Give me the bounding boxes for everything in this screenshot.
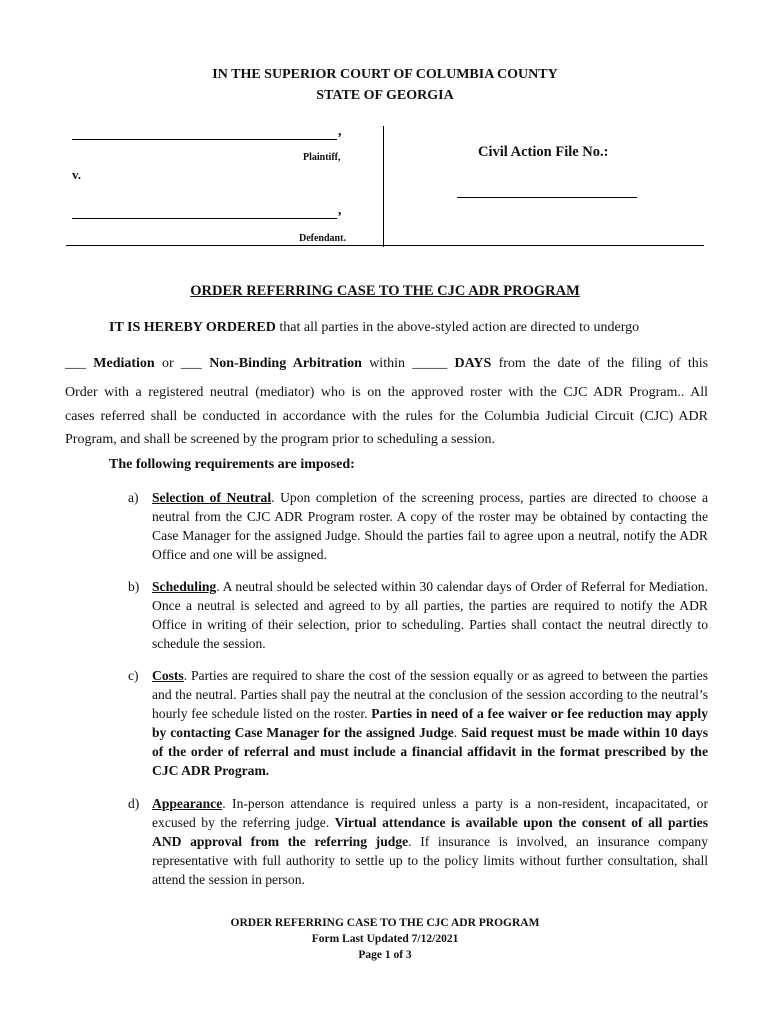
file-no-label: Civil Action File No.: — [478, 144, 609, 160]
order-line-5: Program, and shall be screened by the program prior to scheduling a session. — [65, 432, 496, 447]
item-selection-of-neutral — [128, 488, 708, 564]
item-d-virtual: Virtual attendance is available upon the consent of all parties AND approval from the referring judge — [152, 815, 708, 849]
order-line-1-rest: that all parties in the above-styled action are directed to undergo — [279, 320, 640, 335]
order-line-4: cases referred shall be conducted in accordance with the rules for the Columbia Judicial Circuit (CJC) ADR — [65, 409, 708, 424]
caption-divider — [383, 126, 384, 247]
item-a-text: . Upon completion of the screening process, parties are directed to choose a neutral from the CJC ADR Program roster. A copy of the roster may be obtained by contacting the Case Manager for the assigned Judge. Should the parties fail to agree upon a neutral, notify the ADR Office and one will be assigned. — [152, 490, 709, 562]
mediation-blank[interactable]: ___ — [65, 356, 86, 371]
item-b-text: . A neutral should be selected within 30 calendar days of Order of Referral for Mediation. Once a neutral is selected and agreed to by all parties, the parties are required to notify the ADR Office in writing of their selection, prior to scheduling. Parties shall contact the neutral directly to schedule the session. — [152, 579, 708, 651]
order-line-2-rest: from the date of the filing of this — [498, 356, 709, 371]
plaintiff-name-line[interactable] — [72, 139, 337, 140]
item-c-label: c) — [128, 668, 139, 683]
court-name: IN THE SUPERIOR COURT OF COLUMBIA COUNTY — [212, 67, 558, 82]
order-line-3: Order with a registered neutral (mediator) who is on the approved roster with the CJC ADR Program.. All — [65, 385, 708, 400]
item-c-fee-waiver: Parties in need of a fee waiver or fee reduction may apply by contacting Case Manager for the assigned Judge — [152, 706, 708, 740]
defendant-comma: , — [338, 203, 342, 218]
item-costs — [128, 666, 708, 780]
hereby-ordered: IT IS HEREBY ORDERED — [109, 320, 276, 335]
item-d-text: . In-person attendance is required unless a party is a non-resident, incapacitated, or excused by the referring judge. — [152, 796, 708, 830]
arbitration-option: Non-Binding Arbitration — [209, 356, 362, 371]
plaintiff-label: Plaintiff, — [303, 152, 341, 163]
defendant-name-line[interactable] — [72, 218, 337, 219]
or-text: or — [161, 356, 174, 371]
caption-bottom-rule — [66, 245, 704, 246]
item-a-heading: Selection of Neutral — [152, 490, 272, 505]
item-scheduling — [128, 577, 708, 653]
file-no-line[interactable] — [457, 197, 637, 198]
item-a-label: a) — [128, 490, 139, 505]
order-title: ORDER REFERRING CASE TO THE CJC ADR PROGRAM — [190, 283, 580, 299]
item-c-mid: . — [453, 725, 462, 740]
item-c-heading: Costs — [152, 668, 184, 683]
court-state: STATE OF GEORGIA — [316, 88, 454, 103]
days-label: DAYS — [454, 356, 492, 371]
order-line-1 — [109, 320, 639, 336]
item-d-rest: . If insurance is involved, an insurance company representative with full authority to settle up to the policy limits without further consultation, shall attend the session in person. — [152, 834, 709, 887]
item-d-label: d) — [128, 796, 140, 811]
footer-title: ORDER REFERRING CASE TO THE CJC ADR PROGRAM — [230, 917, 540, 929]
footer-updated: Form Last Updated 7/12/2021 — [311, 933, 459, 945]
plaintiff-comma: , — [338, 124, 342, 139]
page-footer — [0, 915, 770, 963]
days-blank[interactable]: _____ — [412, 356, 448, 371]
item-b-label: b) — [128, 579, 140, 594]
footer-page-number: Page 1 of 3 — [358, 949, 412, 961]
item-b-heading: Scheduling — [152, 579, 217, 594]
defendant-label: Defendant. — [299, 233, 346, 244]
court-header — [0, 64, 770, 106]
item-d-heading: Appearance — [152, 796, 223, 811]
within-text: within — [369, 356, 405, 371]
item-c-deadline: Said request must be made within 10 days of the order of referral and must include a financial affidavit in the format prescribed by the CJC ADR Program. — [152, 725, 708, 778]
requirements-heading: The following requirements are imposed: — [109, 457, 355, 472]
mediation-option: Mediation — [93, 356, 155, 371]
item-appearance — [128, 794, 708, 889]
item-c-text: . Parties are required to share the cost of the session equally or as agreed to between the parties and the neutral. Parties shall pay the neutral at the conclusion of the session according to the neutral’s hourly fee schedule listed on the roster. — [152, 668, 708, 721]
arbitration-blank[interactable]: ___ — [180, 356, 202, 371]
order-line-2 — [65, 354, 708, 374]
versus-label: v. — [72, 167, 82, 182]
